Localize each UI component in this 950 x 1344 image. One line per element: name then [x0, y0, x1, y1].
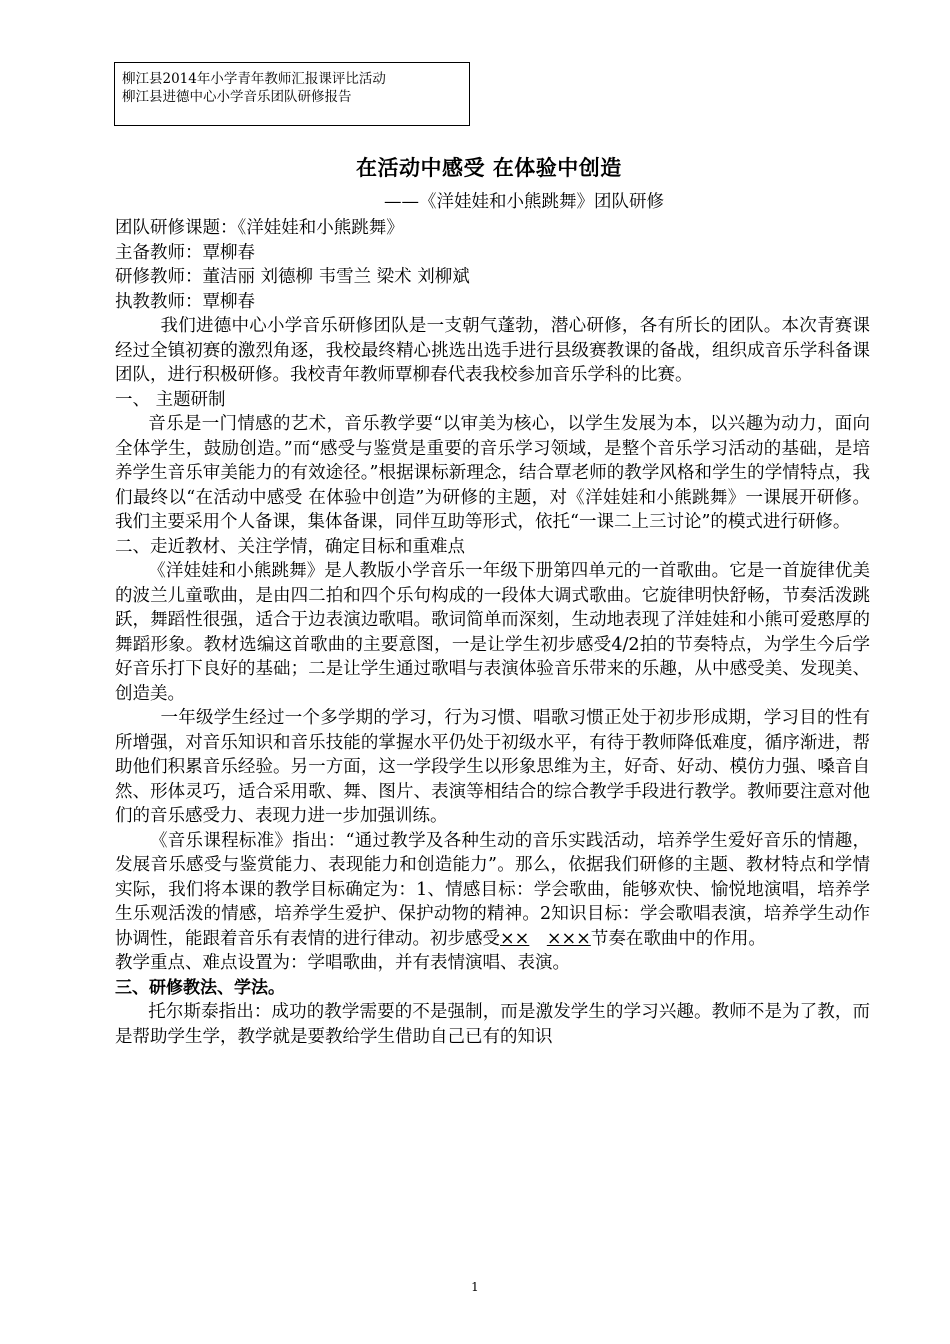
- document-title: 在活动中感受 在体验中创造: [356, 156, 622, 180]
- meta-teaching-teacher: 执教教师：覃柳春: [115, 291, 255, 312]
- page-number: 1: [471, 1280, 479, 1294]
- meta-topic: 团队研修课题：《洋娃娃和小熊跳舞》: [115, 218, 404, 238]
- header-line-2: 柳江县进德中心小学音乐团队研修报告: [122, 89, 352, 105]
- section-1-heading: 一、 主题研制: [115, 389, 226, 410]
- section-1-paragraph: 音乐是一门情感的艺术，音乐教学要“以审美为核心，以学生发展为本，以兴趣为动力，面向全体学生，鼓励创造。”而“感受与鉴赏是重要的音乐学习领域，是整个音乐学习活动的基础，是培养学生音乐审美能力的有效途径。”根据课标新理念，结合覃老师的教学风格和学生的学情特点，我们最终以“在活动中感受 在体验中创造”为研修的主题，对《洋娃娃和小熊跳舞》一课展开研修。我们主要采用个人备课，集体备课，同伴互助等形式，依托“一课二上三讨论”的模式进行研修。: [115, 414, 870, 532]
- document-body: [115, 216, 870, 1049]
- section-3-heading: 三、研修教法、学法。: [115, 977, 285, 998]
- section-3-paragraph: 托尔斯泰指出：成功的教学需要的不是强制，而是激发学生的学习兴趣。教师不是为了教，而是帮助学生学，教学就是要教给学生借助自己已有的知识: [115, 1002, 870, 1047]
- report-header-box: [114, 62, 470, 126]
- key-points-paragraph: 教学重点、难点设置为：学唱歌曲，并有表情演唱、表演。: [115, 953, 570, 973]
- rhythm-gap: [529, 929, 547, 949]
- rhythm-pattern-2: ×××: [546, 928, 591, 949]
- objectives-text-end: 节奏在歌曲中的作用。: [590, 928, 766, 949]
- meta-lead-teacher: 主备教师：覃柳春: [115, 242, 255, 263]
- intro-paragraph: 我们进德中心小学音乐研修团队是一支朝气蓬勃，潜心研修，各有所长的团队。本次青赛课经过全镇初赛的激烈角逐，我校最终精心挑选出选手进行县级赛教课的备战，组织成音乐学科备课团队，进行积极研修。我校青年教师覃柳春代表我校参加音乐学科的比赛。: [115, 316, 870, 385]
- section-2-paragraph-3: [115, 829, 870, 952]
- rhythm-pattern-1: ××: [500, 928, 530, 949]
- meta-research-teachers: 研修教师：董洁丽 刘德柳 韦雪兰 梁术 刘柳斌: [115, 267, 470, 287]
- objectives-text: 《音乐课程标准》指出：“通过教学及各种生动的音乐实践活动，培养学生爱好音乐的情趣，发展音乐感受与鉴赏能力、表现能力和创造能力”。那么，依据我们研修的主题、教材特点和学情实际，我们将本课的教学目标确定为：1、情感目标：学会歌曲，能够欢快、愉悦地演唱，培养学生乐观活泼的情感，培养学生爱护、保护动物的精神。2知识目标：学会歌唱表演，培养学生动作协调性，能跟着音乐有表情的进行律动。初步感受: [115, 830, 870, 949]
- section-2-paragraph-2: 一年级学生经过一个多学期的学习，行为习惯、唱歌习惯正处于初步形成期，学习目的性有所增强，对音乐知识和音乐技能的掌握水平仍处于初级水平，有待于教师降低难度，循序渐进，帮助他们积累音乐经验。另一方面，这一学段学生以形象思维为主，好奇、好动、模仿力强、嗓音自然、形体灵巧，适合采用歌、舞、图片、表演等相结合的综合教学手段进行教学。教师要注意对他们的音乐感受力、表现力进一步加强训练。: [115, 708, 870, 826]
- section-2-paragraph-1: 《洋娃娃和小熊跳舞》是人教版小学音乐一年级下册第四单元的一首歌曲。它是一首旋律优美的波兰儿童歌曲，是由四二拍和四个乐句构成的一段体大调式歌曲。它旋律明快舒畅，节奏活泼跳跃，舞蹈性很强，适合于边表演边歌唱。歌词简单而深刻，生动地表现了洋娃娃和小熊可爱憨厚的舞蹈形象。教材选编这首歌曲的主要意图，一是让学生初步感受4/2拍的节奏特点，为学生今后学好音乐打下良好的基础；二是让学生通过歌唱与表演体验音乐带来的乐趣，从中感受美、发现美、创造美。: [115, 561, 870, 704]
- document-subtitle: ——《洋娃娃和小熊跳舞》团队研修: [384, 192, 664, 212]
- section-2-heading: 二、走近教材、关注学情，确定目标和重难点: [115, 536, 465, 557]
- header-line-1: 柳江县2014年小学青年教师汇报课评比活动: [122, 71, 386, 87]
